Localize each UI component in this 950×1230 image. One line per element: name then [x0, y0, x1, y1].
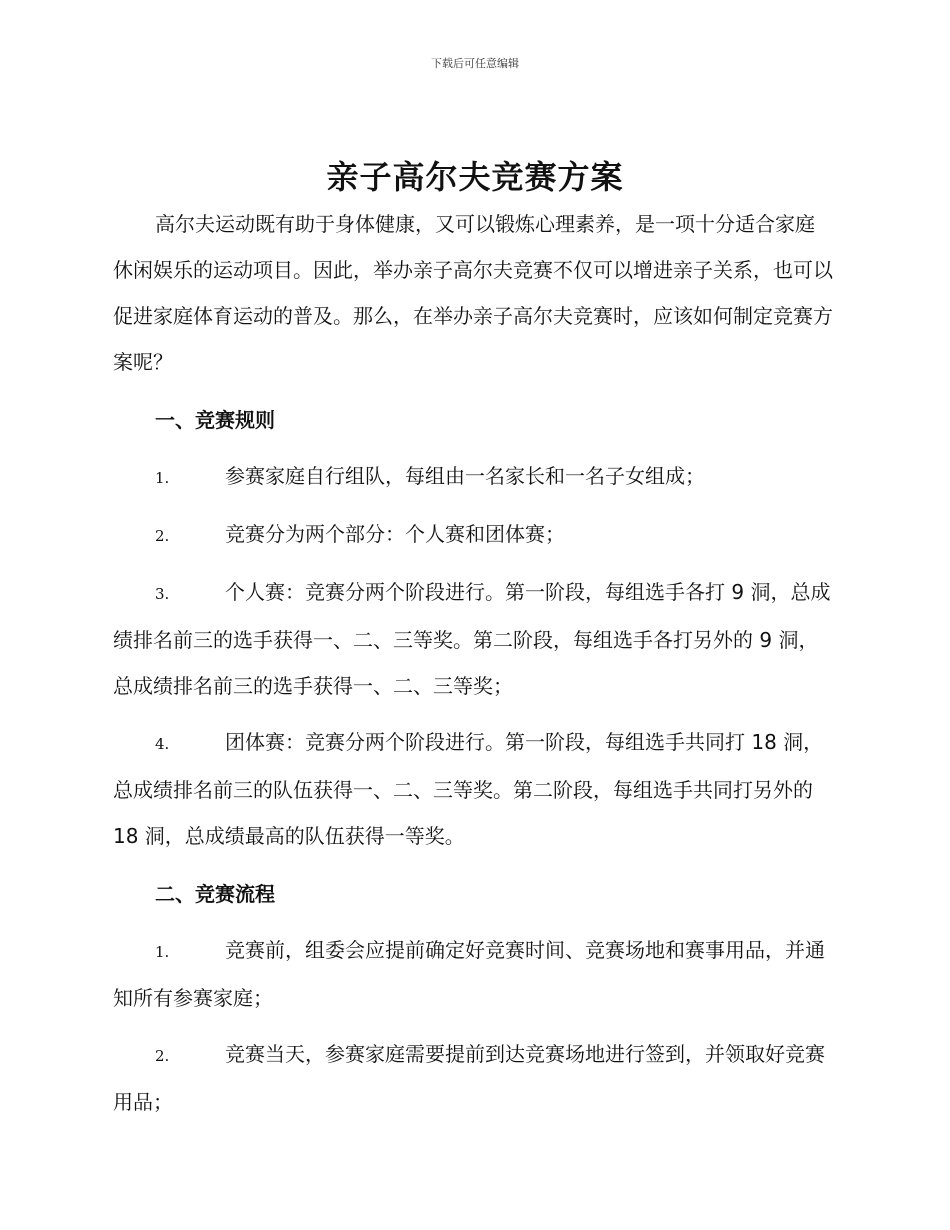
list-number: 1.: [155, 469, 170, 487]
list-item-text: 竞赛当天，参赛家庭需要提前到达竞赛场地进行签到，并领取好竞赛用品；: [113, 1042, 825, 1114]
list-item-text: 竞赛前，组委会应提前确定好竞赛时间、竞赛场地和赛事用品，并通知所有参赛家庭；: [113, 938, 825, 1010]
list-item-text: 参赛家庭自行组队，每组由一名家长和一名子女组成；: [225, 464, 705, 488]
list-number: 4.: [155, 735, 170, 753]
list-item: [113, 569, 833, 709]
list-item: [113, 453, 833, 501]
section-heading-process: 二、竞赛流程: [155, 882, 275, 906]
section-heading-rules: 一、竞赛规则: [155, 408, 275, 432]
list-number: 1.: [155, 943, 170, 961]
document-body: [113, 201, 833, 1135]
list-number: 2.: [155, 527, 170, 545]
list-number: 2.: [155, 1047, 170, 1065]
list-item-text: 团体赛：竞赛分两个阶段进行。第一阶段，每组选手共同打 18 洞，总成绩排名前三的队伍获得一、二、三等奖。第二阶段，每组选手共同打另外的 18 洞，总成绩最高的队伍获得一等奖。: [113, 730, 824, 848]
list-item: [113, 719, 833, 859]
list-item: [113, 1031, 833, 1125]
list-item: [113, 511, 833, 559]
header-note: 下载后可任意编辑: [431, 57, 519, 70]
document-title: 亲子高尔夫竞赛方案: [326, 158, 624, 196]
list-item-text: 竞赛分为两个部分：个人赛和团体赛；: [225, 522, 565, 546]
list-number: 3.: [155, 585, 170, 603]
intro-paragraph: 高尔夫运动既有助于身体健康，又可以锻炼心理素养，是一项十分适合家庭休闲娱乐的运动项目。因此，举办亲子高尔夫竞赛不仅可以增进亲子关系，也可以促进家庭体育运动的普及。那么，在举办亲子高尔夫竞赛时，应该如何制定竞赛方案呢？: [113, 212, 833, 374]
list-item: [113, 927, 833, 1021]
list-item-text: 个人赛：竞赛分两个阶段进行。第一阶段，每组选手各打 9 洞，总成绩排名前三的选手获得一、二、三等奖。第二阶段，每组选手各打另外的 9 洞，总成绩排名前三的选手获得一、二、三等奖；: [113, 580, 831, 698]
